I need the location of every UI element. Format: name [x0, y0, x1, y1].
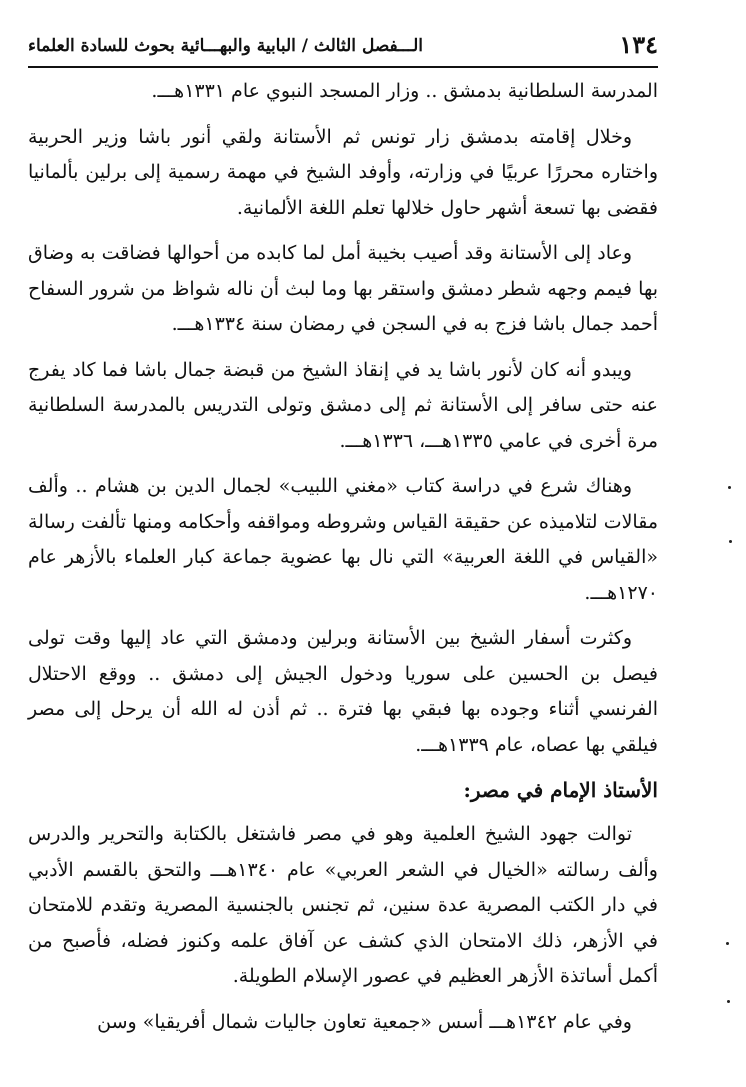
section-heading: الأستاذ الإمام في مصر:	[463, 778, 658, 802]
paragraph-8: وفي عام ١٣٤٢هـــ أسس «جمعية تعاون جاليات شمال أفريقيا» وسن	[97, 1010, 632, 1033]
page-number: ١٣٤	[619, 30, 658, 59]
paragraph-5: وهناك شرع في دراسة كتاب «مغني اللبيب» لجمال الدين بن هشام .. وألف مقالات لتلاميذه عن حقيقة القياس وشروطه ومواقفه وأحكامه ومنها تألفت رسالة «القياس في اللغة العربية» التي نال بها عضوية جماعة كبار العلماء بالأزهر عام ١٢٧٠هـــ.	[28, 475, 658, 604]
paragraph-7: توالت جهود الشيخ العلمية وهو في مصر فاشتغل بالكتابة والتحرير والدرس وألف رسالته «الخيال في الشعر العربي» عام ١٣٤٠هـــ والتحق بالقسم الأدبي في دار الكتب المصرية عدة سنين، ثم تجنس بالجنسية المصرية وتقدم للامتحان في الأزهر، ذلك الامتحان الذي كشف عن آفاق علمه وكنوز فضله، فأصبح من أكمل أساتذة الأزهر العظيم في عصور الإسلام الطويلة.	[28, 823, 658, 987]
margin-dot	[726, 942, 729, 945]
paragraph-1: المدرسة السلطانية بدمشق .. وزار المسجد النبوي عام ١٣٣١هـــ.	[151, 80, 658, 102]
body-text	[28, 74, 658, 1050]
paragraph-2: وخلال إقامته بدمشق زار تونس ثم الأستانة ولقي أنور باشا وزير الحربية واختاره محررًا عربيًا في وزارته، وأوفد الشيخ في مهمة رسمية إلى برلين بألمانيا فقضى بها تسعة أشهر حاول خلالها تعلم اللغة الألمانية.	[28, 125, 658, 219]
running-title: الـــفصل الثالث / البابية والبهـــائية بحوث للسادة العلماء	[28, 36, 424, 56]
paragraph-6: وكثرت أسفار الشيخ بين الأستانة وبرلين ودمشق التي عاد إليها وقت تولى فيصل بن الحسين على سوريا ودخول الجيش إلى دمشق .. ووقع الاحتلال الفرنسي أثناء وجوده بها فبقي بها فترة .. ثم أذن له الله أن يرحل إلى مصر فيلقي بها عصاه، عام ١٣٣٩هـــ.	[28, 627, 658, 756]
margin-dot	[727, 1000, 730, 1003]
page-header	[28, 30, 658, 64]
header-rule	[28, 66, 658, 68]
margin-dot	[728, 486, 731, 489]
paragraph-3: وعاد إلى الأستانة وقد أصيب بخيبة أمل لما كابده من أحوالها فضاقت به وضاق بها فيمم وجهه شطر دمشق واستقر بها وما لبث أن ناله شواظ من شرور السفاح أحمد جمال باشا فزج به في السجن في رمضان سنة ١٣٣٤هـــ.	[28, 242, 658, 335]
margin-dot	[729, 540, 732, 543]
paragraph-4: ويبدو أنه كان لأنور باشا يد في إنقاذ الشيخ من قبضة جمال باشا فما كاد يفرج عنه حتى سافر إلى الأستانة ثم إلى دمشق وتولى التدريس بالمدرسة السلطانية مرة أخرى في عامي ١٣٣٥هـــ، ١٣٣٦هـــ.	[28, 358, 658, 452]
